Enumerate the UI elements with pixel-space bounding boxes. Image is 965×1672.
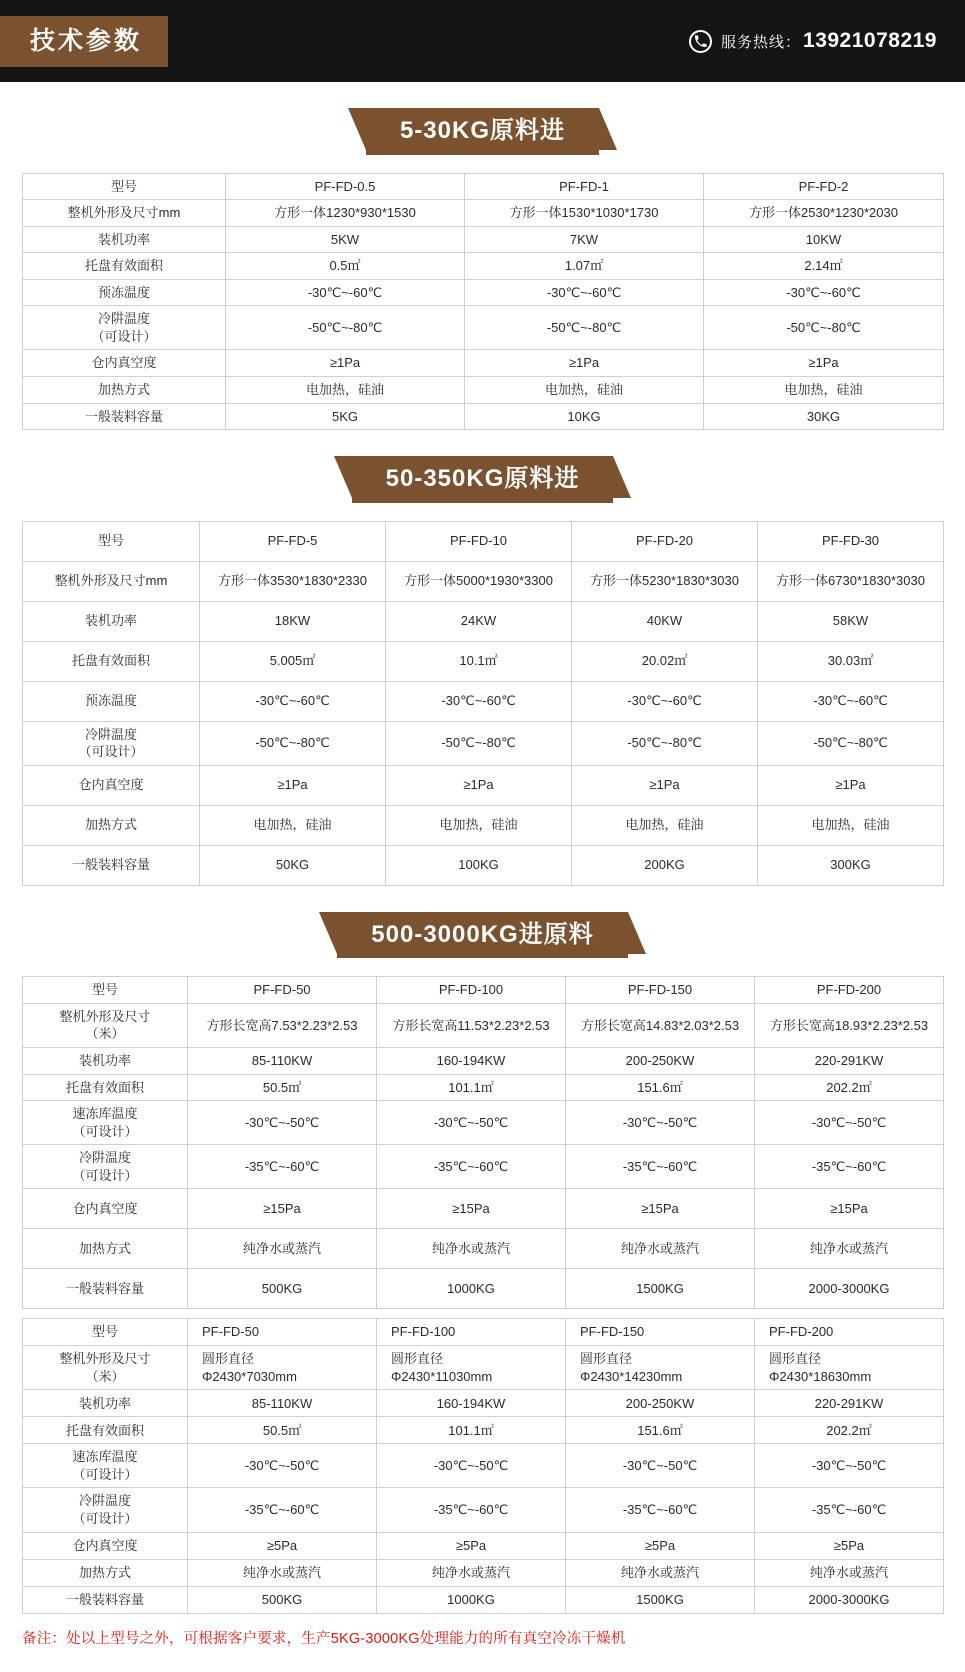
cell: 纯净水或蒸汽 [377,1559,566,1586]
cell: PF-FD-50 [188,1319,377,1346]
row-label: 速冻库温度 （可设计） [23,1101,188,1145]
cell: 50.5㎡ [188,1074,377,1101]
section-title-2: 50-350KG原料进 [352,456,614,503]
cell: 方形一体1530*1030*1730 [465,200,704,227]
cell: ≥15Pa [755,1189,944,1229]
spec-table-1 [22,173,944,430]
cell: 50.5㎡ [188,1417,377,1444]
cell: 202.2㎡ [755,1074,944,1101]
cell: PF-FD-200 [755,1319,944,1346]
cell: 20.02㎡ [572,641,758,681]
table-row [23,1488,944,1532]
table-row [23,521,944,561]
row-label: 仓内真空度 [23,350,226,377]
cell: -30℃~-60℃ [572,681,758,721]
cell: 圆形直径 Φ2430*11030mm [377,1346,566,1390]
table-row [23,1003,944,1047]
cell: -30℃~-50℃ [566,1444,755,1488]
cell: -30℃~-50℃ [377,1444,566,1488]
hotline-number: 13921078219 [803,29,937,52]
cell: -35℃~-60℃ [188,1488,377,1532]
table-row [23,173,944,200]
cell: ≥1Pa [572,765,758,805]
table-row [23,765,944,805]
hotline-block [689,29,965,53]
cell: 0.5㎡ [226,253,465,280]
section-title-1: 5-30KG原料进 [366,108,599,155]
table-row [23,1319,944,1346]
cell: ≥5Pa [377,1532,566,1559]
cell: 纯净水或蒸汽 [566,1559,755,1586]
cell: 151.6㎡ [566,1074,755,1101]
cell: 202.2㎡ [755,1417,944,1444]
cell: 160-194KW [377,1390,566,1417]
row-label: 一般装料容量 [23,1269,188,1309]
row-label: 一般装料容量 [23,1586,188,1613]
cell: -50℃~-80℃ [386,721,572,765]
cell: 方形一体6730*1830*3030 [758,561,944,601]
cell: 电加热，硅油 [758,805,944,845]
row-label: 整机外形及尺寸 （米） [23,1346,188,1390]
cell: ≥5Pa [755,1532,944,1559]
hotline-label: 服务热线： [721,33,802,51]
cell: PF-FD-10 [386,521,572,561]
cell: 85-110KW [188,1390,377,1417]
row-label: 仓内真空度 [23,1189,188,1229]
table-row [23,641,944,681]
row-label: 托盘有效面积 [23,641,200,681]
spec-table-3 [22,976,944,1309]
cell: 纯净水或蒸汽 [755,1229,944,1269]
cell: ≥15Pa [377,1189,566,1229]
table-row [23,601,944,641]
cell: PF-FD-5 [200,521,386,561]
table-wrap-2 [0,521,965,886]
row-label: 托盘有效面积 [23,1417,188,1444]
row-label: 装机功率 [23,226,226,253]
cell: 24KW [386,601,572,641]
cell: 101.1㎡ [377,1074,566,1101]
cell: 方形一体5000*1930*3300 [386,561,572,601]
row-label: 加热方式 [23,1559,188,1586]
cell: 500KG [188,1586,377,1613]
spec-table-4 [22,1318,944,1613]
cell: 方形长宽高14.83*2.03*2.53 [566,1003,755,1047]
table-wrap-3 [0,976,965,1309]
table-row [23,1390,944,1417]
cell: 纯净水或蒸汽 [188,1229,377,1269]
cell: ≥15Pa [188,1189,377,1229]
spec-table-2 [22,521,944,886]
cell: -50℃~-80℃ [758,721,944,765]
table-row [23,1532,944,1559]
row-label: 托盘有效面积 [23,253,226,280]
table-row [23,561,944,601]
row-label: 一般装料容量 [23,403,226,430]
table-row [23,1101,944,1145]
cell: 58KW [758,601,944,641]
cell: 圆形直径 Φ2430*7030mm [188,1346,377,1390]
table-row [23,279,944,306]
cell: 电加热，硅油 [572,805,758,845]
cell: 30.03㎡ [758,641,944,681]
row-label: 整机外形及尺寸mm [23,200,226,227]
cell: PF-FD-100 [377,977,566,1004]
row-label: 装机功率 [23,1390,188,1417]
table-row [23,977,944,1004]
cell: -35℃~-60℃ [377,1145,566,1189]
cell: PF-FD-150 [566,1319,755,1346]
table-row [23,681,944,721]
cell: 18KW [200,601,386,641]
cell: 电加热，硅油 [226,376,465,403]
table-row [23,350,944,377]
cell: PF-FD-20 [572,521,758,561]
cell: -35℃~-60℃ [188,1145,377,1189]
cell: ≥1Pa [704,350,944,377]
cell: 200-250KW [566,1390,755,1417]
table-row [23,1559,944,1586]
table-row [23,721,944,765]
cell: 5KW [226,226,465,253]
cell: 10.1㎡ [386,641,572,681]
cell: 500KG [188,1269,377,1309]
cell: -30℃~-60℃ [465,279,704,306]
cell: 200KG [572,845,758,885]
cell: -30℃~-60℃ [200,681,386,721]
cell: -30℃~-50℃ [755,1444,944,1488]
row-label: 托盘有效面积 [23,1074,188,1101]
cell: 电加热，硅油 [386,805,572,845]
cell: -35℃~-60℃ [566,1488,755,1532]
cell: 151.6㎡ [566,1417,755,1444]
row-label: 加热方式 [23,1229,188,1269]
cell: 220-291KW [755,1390,944,1417]
cell: -30℃~-50℃ [377,1101,566,1145]
cell: 50KG [200,845,386,885]
cell: 方形长宽高7.53*2.23*2.53 [188,1003,377,1047]
row-label: 速冻库温度 （可设计） [23,1444,188,1488]
cell: ≥1Pa [226,350,465,377]
cell: 7KW [465,226,704,253]
table-row [23,1229,944,1269]
table-row [23,1074,944,1101]
row-label: 冷阱温度 （可设计） [23,306,226,350]
cell: 10KW [704,226,944,253]
cell: 方形一体3530*1830*2330 [200,561,386,601]
cell: 方形长宽高18.93*2.23*2.53 [755,1003,944,1047]
table-row [23,200,944,227]
cell: PF-FD-150 [566,977,755,1004]
table-row [23,226,944,253]
cell: PF-FD-50 [188,977,377,1004]
cell: 纯净水或蒸汽 [188,1559,377,1586]
row-label: 预冻温度 [23,681,200,721]
cell: -35℃~-60℃ [755,1488,944,1532]
cell: 方形长宽高11.53*2.23*2.53 [377,1003,566,1047]
cell: 纯净水或蒸汽 [377,1229,566,1269]
cell: -35℃~-60℃ [377,1488,566,1532]
cell: 电加热，硅油 [704,376,944,403]
row-label: 整机外形及尺寸mm [23,561,200,601]
section-title-3: 500-3000KG进原料 [337,912,627,959]
page-header [0,0,965,82]
table-row [23,1145,944,1189]
cell: ≥1Pa [758,765,944,805]
cell: 85-110KW [188,1047,377,1074]
cell: ≥1Pa [386,765,572,805]
table-row [23,1417,944,1444]
cell: -35℃~-60℃ [566,1145,755,1189]
row-label: 一般装料容量 [23,845,200,885]
cell: PF-FD-1 [465,173,704,200]
row-label: 装机功率 [23,601,200,641]
table-row [23,845,944,885]
table-row [23,1346,944,1390]
cell: 1500KG [566,1269,755,1309]
cell: 1000KG [377,1586,566,1613]
cell: -30℃~-50℃ [188,1101,377,1145]
cell: -30℃~-60℃ [758,681,944,721]
table-wrap-1 [0,173,965,430]
row-label: 加热方式 [23,805,200,845]
cell: ≥5Pa [188,1532,377,1559]
row-label: 型号 [23,521,200,561]
cell: 电加热，硅油 [200,805,386,845]
cell: 40KW [572,601,758,641]
cell: 2000-3000KG [755,1269,944,1309]
cell: 200-250KW [566,1047,755,1074]
cell: 方形一体1230*930*1530 [226,200,465,227]
footnote: 备注：处以上型号之外，可根据客户要求，生产5KG-3000KG处理能力的所有真空冷冻干燥机 [22,1630,626,1647]
cell: 1000KG [377,1269,566,1309]
row-label: 型号 [23,173,226,200]
table-row [23,306,944,350]
cell: 220-291KW [755,1047,944,1074]
cell: -50℃~-80℃ [465,306,704,350]
cell: ≥1Pa [465,350,704,377]
cell: 圆形直径 Φ2430*14230mm [566,1346,755,1390]
cell: -30℃~-60℃ [704,279,944,306]
table-row [23,1586,944,1613]
cell: 30KG [704,403,944,430]
row-label: 预冻温度 [23,279,226,306]
cell: 300KG [758,845,944,885]
cell: -30℃~-60℃ [386,681,572,721]
table-row [23,403,944,430]
row-label: 仓内真空度 [23,1532,188,1559]
row-label: 型号 [23,1319,188,1346]
row-label: 仓内真空度 [23,765,200,805]
table-row [23,1269,944,1309]
row-label: 冷阱温度 （可设计） [23,1145,188,1189]
cell: 2.14㎡ [704,253,944,280]
section-banner-2 [0,456,965,503]
cell: 纯净水或蒸汽 [566,1229,755,1269]
cell: 电加热，硅油 [465,376,704,403]
table-row [23,253,944,280]
cell: 纯净水或蒸汽 [755,1559,944,1586]
cell: 圆形直径 Φ2430*18630mm [755,1346,944,1390]
cell: PF-FD-200 [755,977,944,1004]
table-row [23,1189,944,1229]
cell: 5KG [226,403,465,430]
cell: ≥15Pa [566,1189,755,1229]
cell: 5.005㎡ [200,641,386,681]
page-title: 技术参数 [0,16,168,67]
cell: -35℃~-60℃ [755,1145,944,1189]
row-label: 冷阱温度 （可设计） [23,1488,188,1532]
cell: -50℃~-80℃ [572,721,758,765]
cell: -50℃~-80℃ [704,306,944,350]
cell: -50℃~-80℃ [200,721,386,765]
cell: 10KG [465,403,704,430]
cell: -50℃~-80℃ [226,306,465,350]
table-row [23,1444,944,1488]
table-wrap-4 [0,1318,965,1613]
row-label: 整机外形及尺寸 （米） [23,1003,188,1047]
cell: 100KG [386,845,572,885]
table-row [23,805,944,845]
phone-icon [689,30,712,53]
cell: PF-FD-0.5 [226,173,465,200]
cell: 方形一体5230*1830*3030 [572,561,758,601]
cell: 160-194KW [377,1047,566,1074]
cell: PF-FD-2 [704,173,944,200]
cell: ≥1Pa [200,765,386,805]
cell: 1500KG [566,1586,755,1613]
cell: PF-FD-30 [758,521,944,561]
row-label: 冷阱温度 （可设计） [23,721,200,765]
cell: -30℃~-50℃ [188,1444,377,1488]
cell: -30℃~-60℃ [226,279,465,306]
section-banner-3 [0,912,965,959]
row-label: 型号 [23,977,188,1004]
cell: 101.1㎡ [377,1417,566,1444]
row-label: 装机功率 [23,1047,188,1074]
row-label: 加热方式 [23,376,226,403]
cell: PF-FD-100 [377,1319,566,1346]
cell: -30℃~-50℃ [566,1101,755,1145]
cell: 1.07㎡ [465,253,704,280]
table-row [23,376,944,403]
cell: 方形一体2530*1230*2030 [704,200,944,227]
section-banner-1 [0,108,965,155]
table-row [23,1047,944,1074]
cell: ≥5Pa [566,1532,755,1559]
cell: 2000-3000KG [755,1586,944,1613]
cell: -30℃~-50℃ [755,1101,944,1145]
